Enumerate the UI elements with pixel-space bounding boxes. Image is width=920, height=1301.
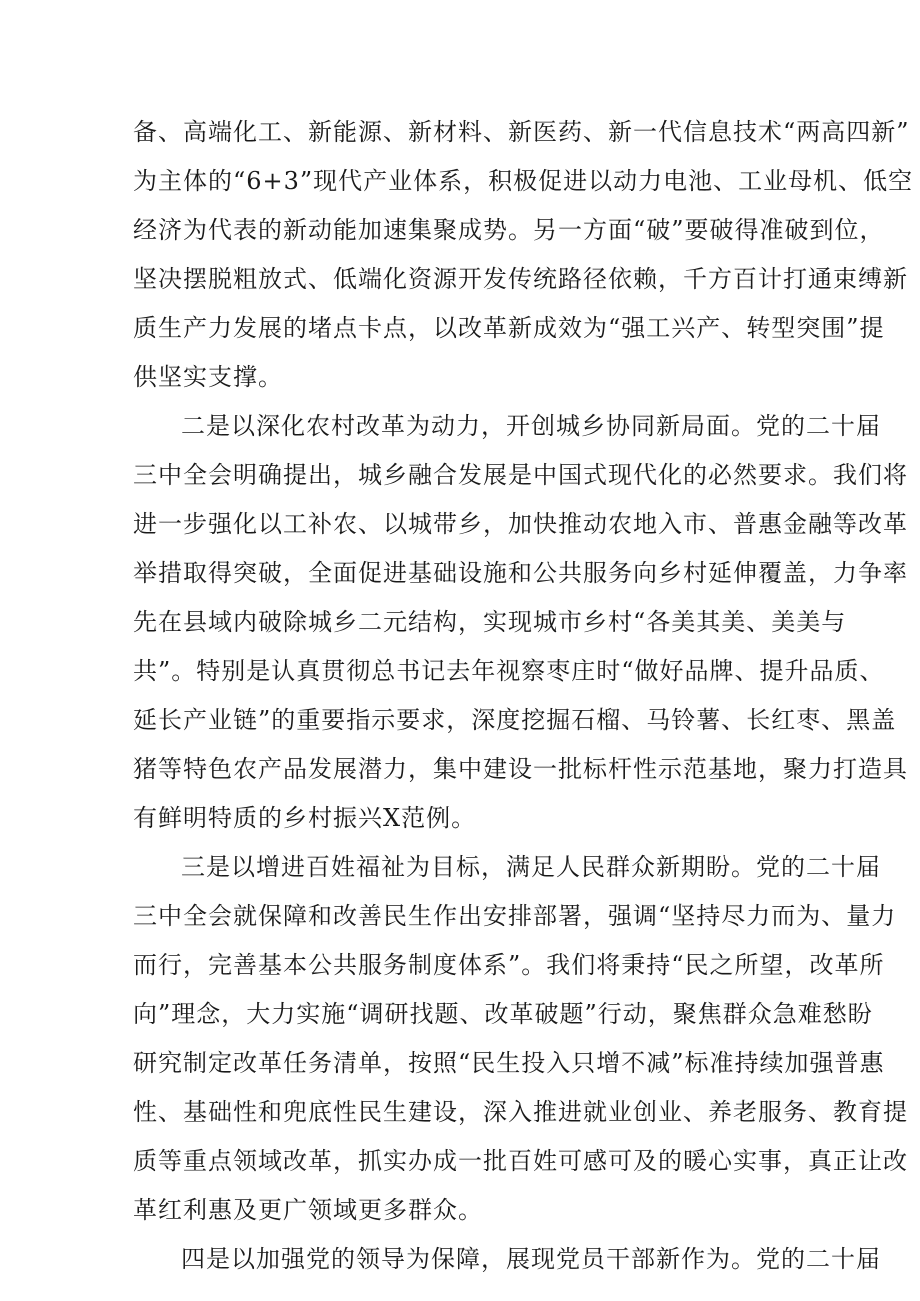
text-line: 猪等特色农产品发展潜力，集中建设一批标杆性示范基地，聚力打造具 (133, 755, 908, 783)
text-line: 备、高端化工、新能源、新材料、新医药、新一代信息技术“两高四新” (133, 118, 910, 146)
text-line: 而行，完善基本公共服务制度体系”。我们将秉持“民之所望，改革所 (133, 951, 885, 979)
paragraph-intro-continued (133, 108, 914, 402)
text-line: 为主体的“6+3”现代产业体系，积极促进以动力电池、工业母机、低空 (133, 167, 914, 195)
text-line: 供坚实支撑。 (133, 363, 283, 391)
text-line: 共”。特别是认真贯彻总书记去年视察枣庄时“做好品牌、提升品质、 (133, 657, 885, 685)
text-line: 二是以深化农村改革为动力，开创城乡协同新局面。党的二十届 (181, 412, 881, 440)
text-line: 向”理念，大力实施“调研找题、改革破题”行动，聚焦群众急难愁盼 (133, 1000, 873, 1028)
text-line: 研究制定改革任务清单，按照“民生投入只增不减”标准持续加强普惠 (133, 1049, 885, 1077)
text-line: 三是以增进百姓福祉为目标，满足人民群众新期盼。党的二十届 (181, 853, 881, 881)
text-line: 进一步强化以工补农、以城带乡，加快推动农地入市、普惠金融等改革 (133, 510, 908, 538)
text-line: 举措取得突破，全面促进基础设施和公共服务向乡村延伸覆盖，力争率 (133, 559, 908, 587)
text-line: 革红利惠及更广领域更多群众。 (133, 1196, 483, 1224)
text-line: 有鲜明特质的乡村振兴X范例。 (133, 804, 477, 832)
text-line: 三中全会明确提出，城乡融合发展是中国式现代化的必然要求。我们将 (133, 461, 908, 489)
paragraph-point-two (133, 402, 908, 843)
text-line: 质等重点领域改革，抓实办成一批百姓可感可及的暖心实事，真正让改 (133, 1147, 908, 1175)
paragraph-point-three (133, 843, 908, 1235)
document-page (133, 108, 914, 1284)
text-line: 经济为代表的新动能加速集聚成势。另一方面“破”要破得准破到位， (133, 216, 885, 244)
text-line: 先在县域内破除城乡二元结构，实现城市乡村“各美其美、美美与 (133, 608, 847, 636)
text-line: 四是以加强党的领导为保障，展现党员干部新作为。党的二十届 (181, 1245, 881, 1273)
text-line: 延长产业链”的重要指示要求，深度挖掘石榴、马铃薯、长红枣、黑盖 (133, 706, 897, 734)
text-line: 性、基础性和兜底性民生建设，深入推进就业创业、养老服务、教育提 (133, 1098, 908, 1126)
text-line: 三中全会就保障和改善民生作出安排部署，强调“坚持尽力而为、量力 (133, 902, 897, 930)
text-line: 坚决摆脱粗放式、低端化资源开发传统路径依赖，千方百计打通束缚新 (133, 265, 908, 293)
paragraph-point-four (133, 1235, 881, 1284)
text-line: 质生产力发展的堵点卡点，以改革新成效为“强工兴产、转型突围”提 (133, 314, 885, 342)
